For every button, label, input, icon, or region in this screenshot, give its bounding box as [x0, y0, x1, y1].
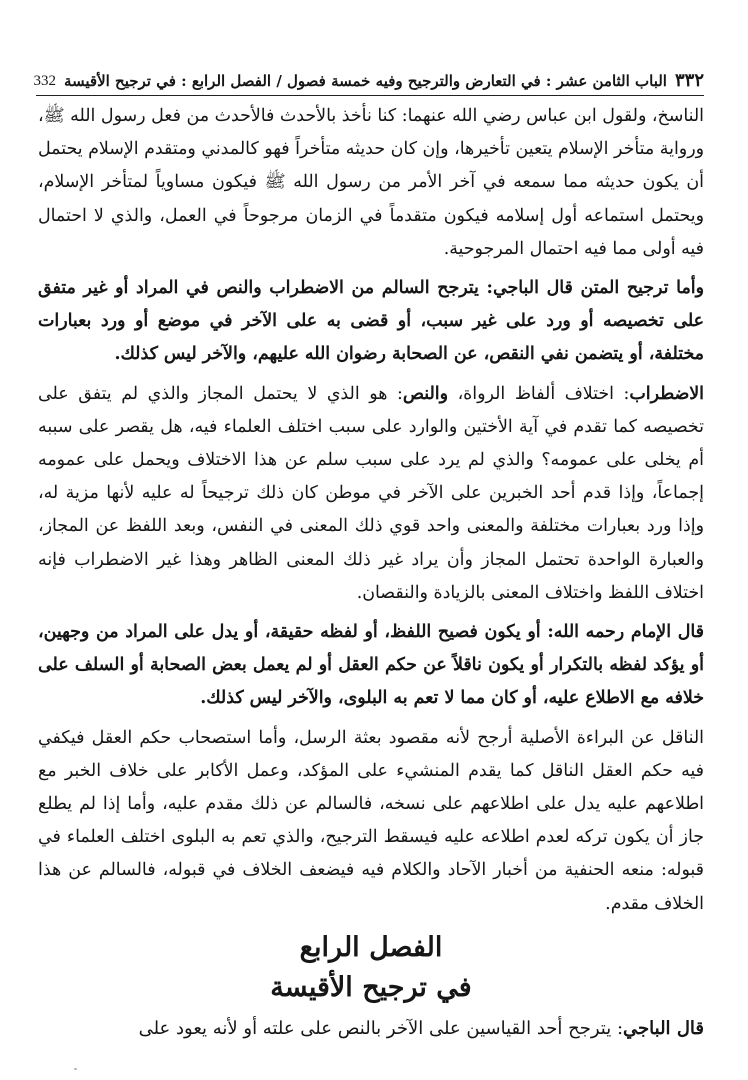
- paragraph-2: [38, 272, 704, 372]
- text-segment: الناقل عن البراءة الأصلية أرجح لأنه مقصود بعثة الرسل، وأما استصحاب حكم العقل فيكفي فيه حكم العقل الناقل كما يقدم المنشيء على المؤكد، وعمل الأكابر على خلاف الخبر مع اطلاعهم عليه يدل على اطلاعهم على نسخه، فالسالم عن ذلك مقدم عليه، وأما إذا لم يطلع جاز أن يكون تركه لعدم اطلاعه عليه فيسقط الترجيح، والذي تعم به البلوى اختلف العلماء في قبوله: منعه الحنفية من أخبار الآحاد والكلام فيه فيضعف الخلاف في قبوله، فالسالم عن هذا الخلاف مقدم.: [38, 727, 704, 914]
- text-segment: قال الإمام رحمه الله: أو يكون فصيح اللفظ، أو لفظه حقيقة، أو يدل على المراد من وجهين، أو يؤكد لفظه بالتكرار أو يكون ناقلاً عن حكم العقل أو لم يعمل بعض الصحابة أو السلف على خلافه مع الاطلاع عليه، أو كان مما لا تعم به البلوى، والآخر ليس كذلك.: [38, 622, 704, 709]
- chapter-title: الفصل الرابع: [299, 932, 443, 963]
- paragraph-6: [38, 1012, 704, 1045]
- body-text: [38, 96, 704, 921]
- paragraph-5: [38, 722, 704, 921]
- running-header: [33, 58, 704, 96]
- text-segment: الناسخ، ولقول ابن عباس رضي الله عنهما: كنا نأخذ بالأحدث فالأحدث من فعل رسول الله ﷺ، ورواية متأخر الإسلام يتعين تأخيرها، وإن كان حديثه متأخراً فهو كالمدني ومتقدم الإسلام يحتمل أن يكون حديثه مما سمعه في آخر الأمر من رسول الله ﷺ فيكون مساوياً لمتأخر الإسلام، ويحتمل استماعه أول إسلامه فيكون متقدماً في الزمان مرجوحاً في العمل، والذي لا احتمال فيه أولى مما فيه احتمال المرجوحية.: [38, 106, 704, 259]
- running-title: الباب الثامن عشر : في التعارض والترجيح وفيه خمسة فصول / الفصل الرابع : في ترجيح الأقيسة: [63, 72, 667, 90]
- paragraph-1: [38, 100, 704, 266]
- print-speck: [74, 1068, 77, 1070]
- paragraph-3: [38, 378, 704, 610]
- text-segment: : اختلاف ألفاظ الرواة،: [447, 383, 630, 404]
- closing-paragraph: [38, 1012, 704, 1045]
- page-number-latin: 332: [33, 73, 56, 89]
- text-segment: قال الباجي: [623, 1018, 704, 1039]
- page-number-arabic: ٣٣٢: [674, 70, 704, 91]
- text-segment: والنص: [402, 383, 448, 404]
- paragraph-4: [38, 616, 704, 716]
- text-segment: : هو الذي لا يحتمل المجاز والذي لم يتفق على تخصيصه كما تقدم في آية الأختين والوارد على سبب اختلف العلماء فيه، هل يقصر على سببه أم يخلى على عمومه؟ والذي لم يرد على سبب سلم عن هذا الاختلاف ويحمل على عمومه إجماعاً، وإذا قدم أحد الخبرين على الآخر في موطن كان ذلك ترجيحاً له عليه لأنها مزية له، وإذا ورد بعبارات مختلفة والمعنى واحد قوي ذلك المعنى في النفس، وبعد اللفظ عن المجاز، والعبارة الواحدة تحتمل المجاز وأن يراد غير ذلك المعنى الظاهر وهذا غير الاضطراب فإنه اختلاف اللفظ واختلاف المعنى بالزيادة والنقصان.: [38, 383, 704, 603]
- text-segment: وأما ترجيح المتن قال الباجي: يترجح السالم من الاضطراب والنص في المراد أو غير متفق على تخصيصه أو ورد على غير سبب، أو قضى به على الآخر في موضع أو ورد بعبارات مختلفة، أو يتضمن نفي النقص، عن الصحابة رضوان الله عليهم، والآخر ليس كذلك.: [38, 278, 704, 365]
- chapter-subtitle: في ترجيح الأقيسة: [270, 972, 472, 1003]
- chapter-heading: [38, 928, 704, 1008]
- text-segment: : يترجح أحد القياسين على الآخر بالنص على علته أو لأنه يعود على: [138, 1018, 624, 1039]
- text-segment: الاضطراب: [629, 383, 705, 404]
